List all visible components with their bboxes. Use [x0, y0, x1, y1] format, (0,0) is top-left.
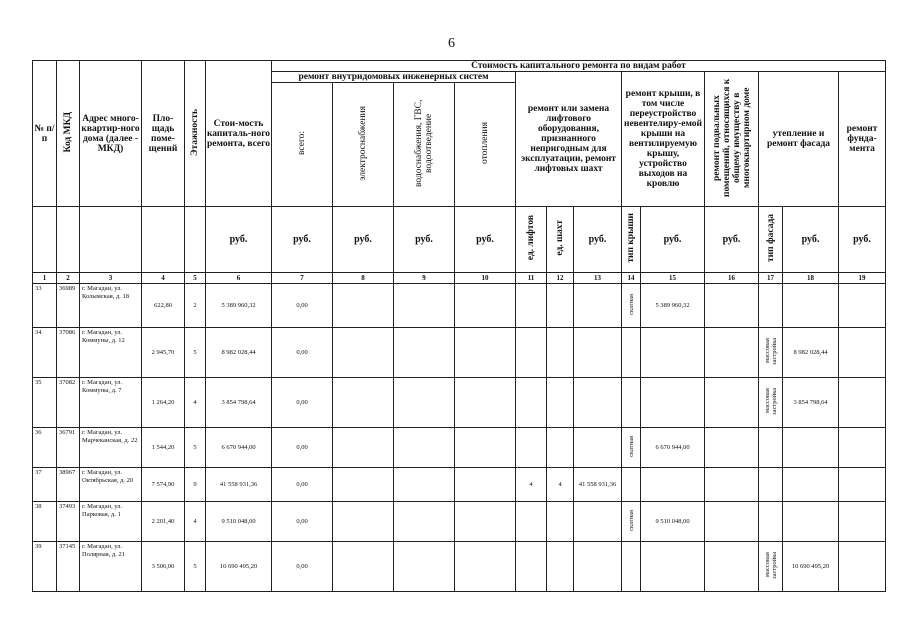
row-roof-type [622, 542, 641, 592]
column-number: 19 [839, 273, 886, 284]
header-empty-cell [80, 207, 142, 273]
row-code: 37145 [57, 542, 80, 592]
header-roof: ремонт крыши, в том числе переустройство невентелиру-емой крыши на вентилируемую крышу, устройство выходов на кровлю [622, 72, 705, 207]
row-facade-cost: 8 982 028,44 [783, 328, 839, 378]
row-address: г. Магадан, ул. Марчеканская, д. 22 [80, 428, 142, 468]
column-number: 9 [394, 273, 455, 284]
row-basement [705, 542, 759, 592]
row-roof-cost: 5 389 960,32 [641, 284, 705, 328]
row-number: 37 [33, 468, 57, 502]
row-roof-cost [641, 542, 705, 592]
row-cost-total: 3 854 798,64 [206, 378, 272, 428]
row-elevator-cost [574, 428, 622, 468]
row-basement [705, 428, 759, 468]
row-basement [705, 328, 759, 378]
table-row [33, 468, 886, 502]
row-code: 37086 [57, 328, 80, 378]
row-systems-total: 0,00 [272, 328, 333, 378]
header-facade: утепление и ремонт фасада [759, 72, 839, 207]
row-facade-type [759, 502, 783, 542]
row-elevator-units [516, 284, 547, 328]
row-elevator-cost [574, 284, 622, 328]
row-facade-cost [783, 468, 839, 502]
header-electric: электроснабжения [333, 83, 394, 207]
row-roof-cost [641, 468, 705, 502]
row-foundation [839, 428, 886, 468]
header-elevator: ремонт или замена лифтового оборудования, признанного непригодным для эксплуатации, ремонт лифтовых шахт [516, 72, 622, 207]
row-elevator-units [516, 502, 547, 542]
table-row [33, 284, 886, 328]
row-facade-cost [783, 428, 839, 468]
row-elevator-units [516, 378, 547, 428]
column-number: 13 [574, 273, 622, 284]
header-empty-cell [142, 207, 185, 273]
row-address: г. Магадан, ул. Колымская, д. 18 [80, 284, 142, 328]
row-cost-total: 9 510 048,00 [206, 502, 272, 542]
row-number: 39 [33, 542, 57, 592]
row-electric [333, 468, 394, 502]
row-number: 35 [33, 378, 57, 428]
row-foundation [839, 328, 886, 378]
row-area: 2 201,40 [142, 502, 185, 542]
row-facade-type [759, 284, 783, 328]
header-facade-type: тип фасада [759, 207, 783, 273]
row-systems-total: 0,00 [272, 542, 333, 592]
row-number: 33 [33, 284, 57, 328]
row-heating [455, 468, 516, 502]
column-number: 7 [272, 273, 333, 284]
header-basement: ремонт подвальных помещений, относящихся к общему имуществу в многоквартирном доме [705, 72, 759, 207]
row-elevator-units [516, 542, 547, 592]
row-shaft-units [547, 378, 574, 428]
row-facade-type [759, 468, 783, 502]
row-elevator-units: 4 [516, 468, 547, 502]
row-shaft-units [547, 542, 574, 592]
unit-heating: руб. [455, 207, 516, 273]
row-foundation [839, 542, 886, 592]
column-number: 8 [333, 273, 394, 284]
unit-foundation: руб. [839, 207, 886, 273]
header-empty-cell [185, 207, 206, 273]
header-cost-total: Стои-мость капиталь-ного ремонта, всего [206, 61, 272, 207]
row-facade-type: массовая застройка [759, 378, 783, 428]
unit-cost-total: руб. [206, 207, 272, 273]
row-systems-total: 0,00 [272, 502, 333, 542]
unit-facade: руб. [783, 207, 839, 273]
row-water [394, 328, 455, 378]
row-roof-type [622, 378, 641, 428]
row-code: 37493 [57, 502, 80, 542]
row-water [394, 542, 455, 592]
row-address: г. Магадан, ул. Коммуны, д. 12 [80, 328, 142, 378]
row-elevator-cost [574, 328, 622, 378]
row-basement [705, 378, 759, 428]
row-number: 34 [33, 328, 57, 378]
row-area: 1 544,20 [142, 428, 185, 468]
column-number: 6 [206, 273, 272, 284]
header-water: водоснабжения, ГВС, водоотведение [394, 83, 455, 207]
row-floors: 5 [185, 328, 206, 378]
row-basement [705, 468, 759, 502]
row-facade-cost: 10 690 495,20 [783, 542, 839, 592]
row-heating [455, 542, 516, 592]
row-heating [455, 328, 516, 378]
table-row [33, 328, 886, 378]
header-shaft-units: ед. шахт [547, 207, 574, 273]
row-code: 36791 [57, 428, 80, 468]
column-number: 15 [641, 273, 705, 284]
row-shaft-units [547, 284, 574, 328]
unit-systems-total: руб. [272, 207, 333, 273]
header-systems-total: всего: [272, 83, 333, 207]
row-facade-cost: 3 854 798,64 [783, 378, 839, 428]
row-floors: 4 [185, 502, 206, 542]
row-foundation [839, 284, 886, 328]
column-number: 2 [57, 273, 80, 284]
table-row [33, 428, 886, 468]
row-water [394, 378, 455, 428]
row-systems-total: 0,00 [272, 284, 333, 328]
column-number: 11 [516, 273, 547, 284]
unit-roof: руб. [641, 207, 705, 273]
header-empty-cell [57, 207, 80, 273]
unit-electric: руб. [333, 207, 394, 273]
row-heating [455, 502, 516, 542]
row-electric [333, 428, 394, 468]
row-systems-total: 0,00 [272, 378, 333, 428]
row-code: 38967 [57, 468, 80, 502]
row-elevator-cost [574, 542, 622, 592]
row-elevator-units [516, 328, 547, 378]
header-area: Пло-щадь поме-щений [142, 61, 185, 207]
row-facade-type: массовая застройка [759, 542, 783, 592]
row-facade-type: массовая застройка [759, 328, 783, 378]
unit-basement: руб. [705, 207, 759, 273]
row-floors: 4 [185, 378, 206, 428]
row-roof-cost: 6 670 944,00 [641, 428, 705, 468]
row-roof-type [622, 328, 641, 378]
row-roof-type: скатная [622, 502, 641, 542]
header-foundation: ремонт фунда-мента [839, 72, 886, 207]
row-cost-total: 5 389 960,32 [206, 284, 272, 328]
row-area: 1 264,20 [142, 378, 185, 428]
column-number: 12 [547, 273, 574, 284]
row-roof-cost [641, 328, 705, 378]
header-code: Код МКД [57, 61, 80, 207]
table-row [33, 378, 886, 428]
header-empty-cell [33, 207, 57, 273]
row-electric [333, 284, 394, 328]
row-floors: 5 [185, 428, 206, 468]
column-number: 5 [185, 273, 206, 284]
header-row-no: № п/ п [33, 61, 57, 207]
row-elevator-cost: 41 558 931,36 [574, 468, 622, 502]
row-water [394, 284, 455, 328]
column-number: 1 [33, 273, 57, 284]
table-row [33, 542, 886, 592]
row-roof-cost: 9 510 048,00 [641, 502, 705, 542]
column-number: 4 [142, 273, 185, 284]
row-elevator-cost [574, 502, 622, 542]
row-facade-cost [783, 284, 839, 328]
row-systems-total: 0,00 [272, 468, 333, 502]
column-number: 3 [80, 273, 142, 284]
capital-repair-table [32, 60, 886, 592]
header-floors: Этажность [185, 61, 206, 207]
column-number: 18 [783, 273, 839, 284]
row-number: 38 [33, 502, 57, 542]
row-electric [333, 378, 394, 428]
row-area: 3 506,00 [142, 542, 185, 592]
row-basement [705, 502, 759, 542]
row-floors: 5 [185, 542, 206, 592]
column-number: 14 [622, 273, 641, 284]
row-roof-cost [641, 378, 705, 428]
row-floors: 9 [185, 468, 206, 502]
row-address: г. Магадан, ул. Коммуны, д. 7 [80, 378, 142, 428]
row-area: 2 945,70 [142, 328, 185, 378]
row-floors: 2 [185, 284, 206, 328]
row-water [394, 468, 455, 502]
unit-water: руб. [394, 207, 455, 273]
header-roof-type: тип крыши [622, 207, 641, 273]
row-address: г. Магадан, ул. Октябрьская, д. 20 [80, 468, 142, 502]
row-electric [333, 502, 394, 542]
row-roof-type: скатная [622, 284, 641, 328]
row-roof-type [622, 468, 641, 502]
row-code: 37082 [57, 378, 80, 428]
row-heating [455, 284, 516, 328]
row-heating [455, 428, 516, 468]
row-systems-total: 0,00 [272, 428, 333, 468]
row-foundation [839, 502, 886, 542]
header-internal-systems: ремонт внутридомовых инженерных систем [272, 72, 516, 83]
row-foundation [839, 468, 886, 502]
row-elevator-cost [574, 378, 622, 428]
row-foundation [839, 378, 886, 428]
row-water [394, 502, 455, 542]
row-shaft-units: 4 [547, 468, 574, 502]
column-number: 16 [705, 273, 759, 284]
column-number: 17 [759, 273, 783, 284]
row-address: г. Магадан, ул. Парковая, д. 1 [80, 502, 142, 542]
row-area: 7 574,90 [142, 468, 185, 502]
row-area: 622,80 [142, 284, 185, 328]
row-shaft-units [547, 328, 574, 378]
page-number: 6 [448, 36, 455, 51]
row-cost-total: 41 558 931,36 [206, 468, 272, 502]
row-water [394, 428, 455, 468]
unit-elevator: руб. [574, 207, 622, 273]
row-elevator-units [516, 428, 547, 468]
row-address: г. Магадан, ул. Полярная, д. 21 [80, 542, 142, 592]
row-roof-type: скатная [622, 428, 641, 468]
row-electric [333, 328, 394, 378]
column-number: 10 [455, 273, 516, 284]
row-basement [705, 284, 759, 328]
row-shaft-units [547, 502, 574, 542]
row-cost-total: 8 982 028,44 [206, 328, 272, 378]
row-number: 36 [33, 428, 57, 468]
header-address: Адрес много-квартир-ного дома (далее - МКД) [80, 61, 142, 207]
header-heating: отопления [455, 83, 516, 207]
row-facade-cost [783, 502, 839, 542]
row-cost-total: 6 670 944,00 [206, 428, 272, 468]
row-code: 36989 [57, 284, 80, 328]
header-cost-by-work-types: Стоимость капитального ремонта по видам работ [272, 61, 886, 72]
row-cost-total: 10 690 495,20 [206, 542, 272, 592]
row-electric [333, 542, 394, 592]
row-facade-type [759, 428, 783, 468]
table-row [33, 502, 886, 542]
header-elevator-units: ед. лифтов [516, 207, 547, 273]
row-heating [455, 378, 516, 428]
row-shaft-units [547, 428, 574, 468]
